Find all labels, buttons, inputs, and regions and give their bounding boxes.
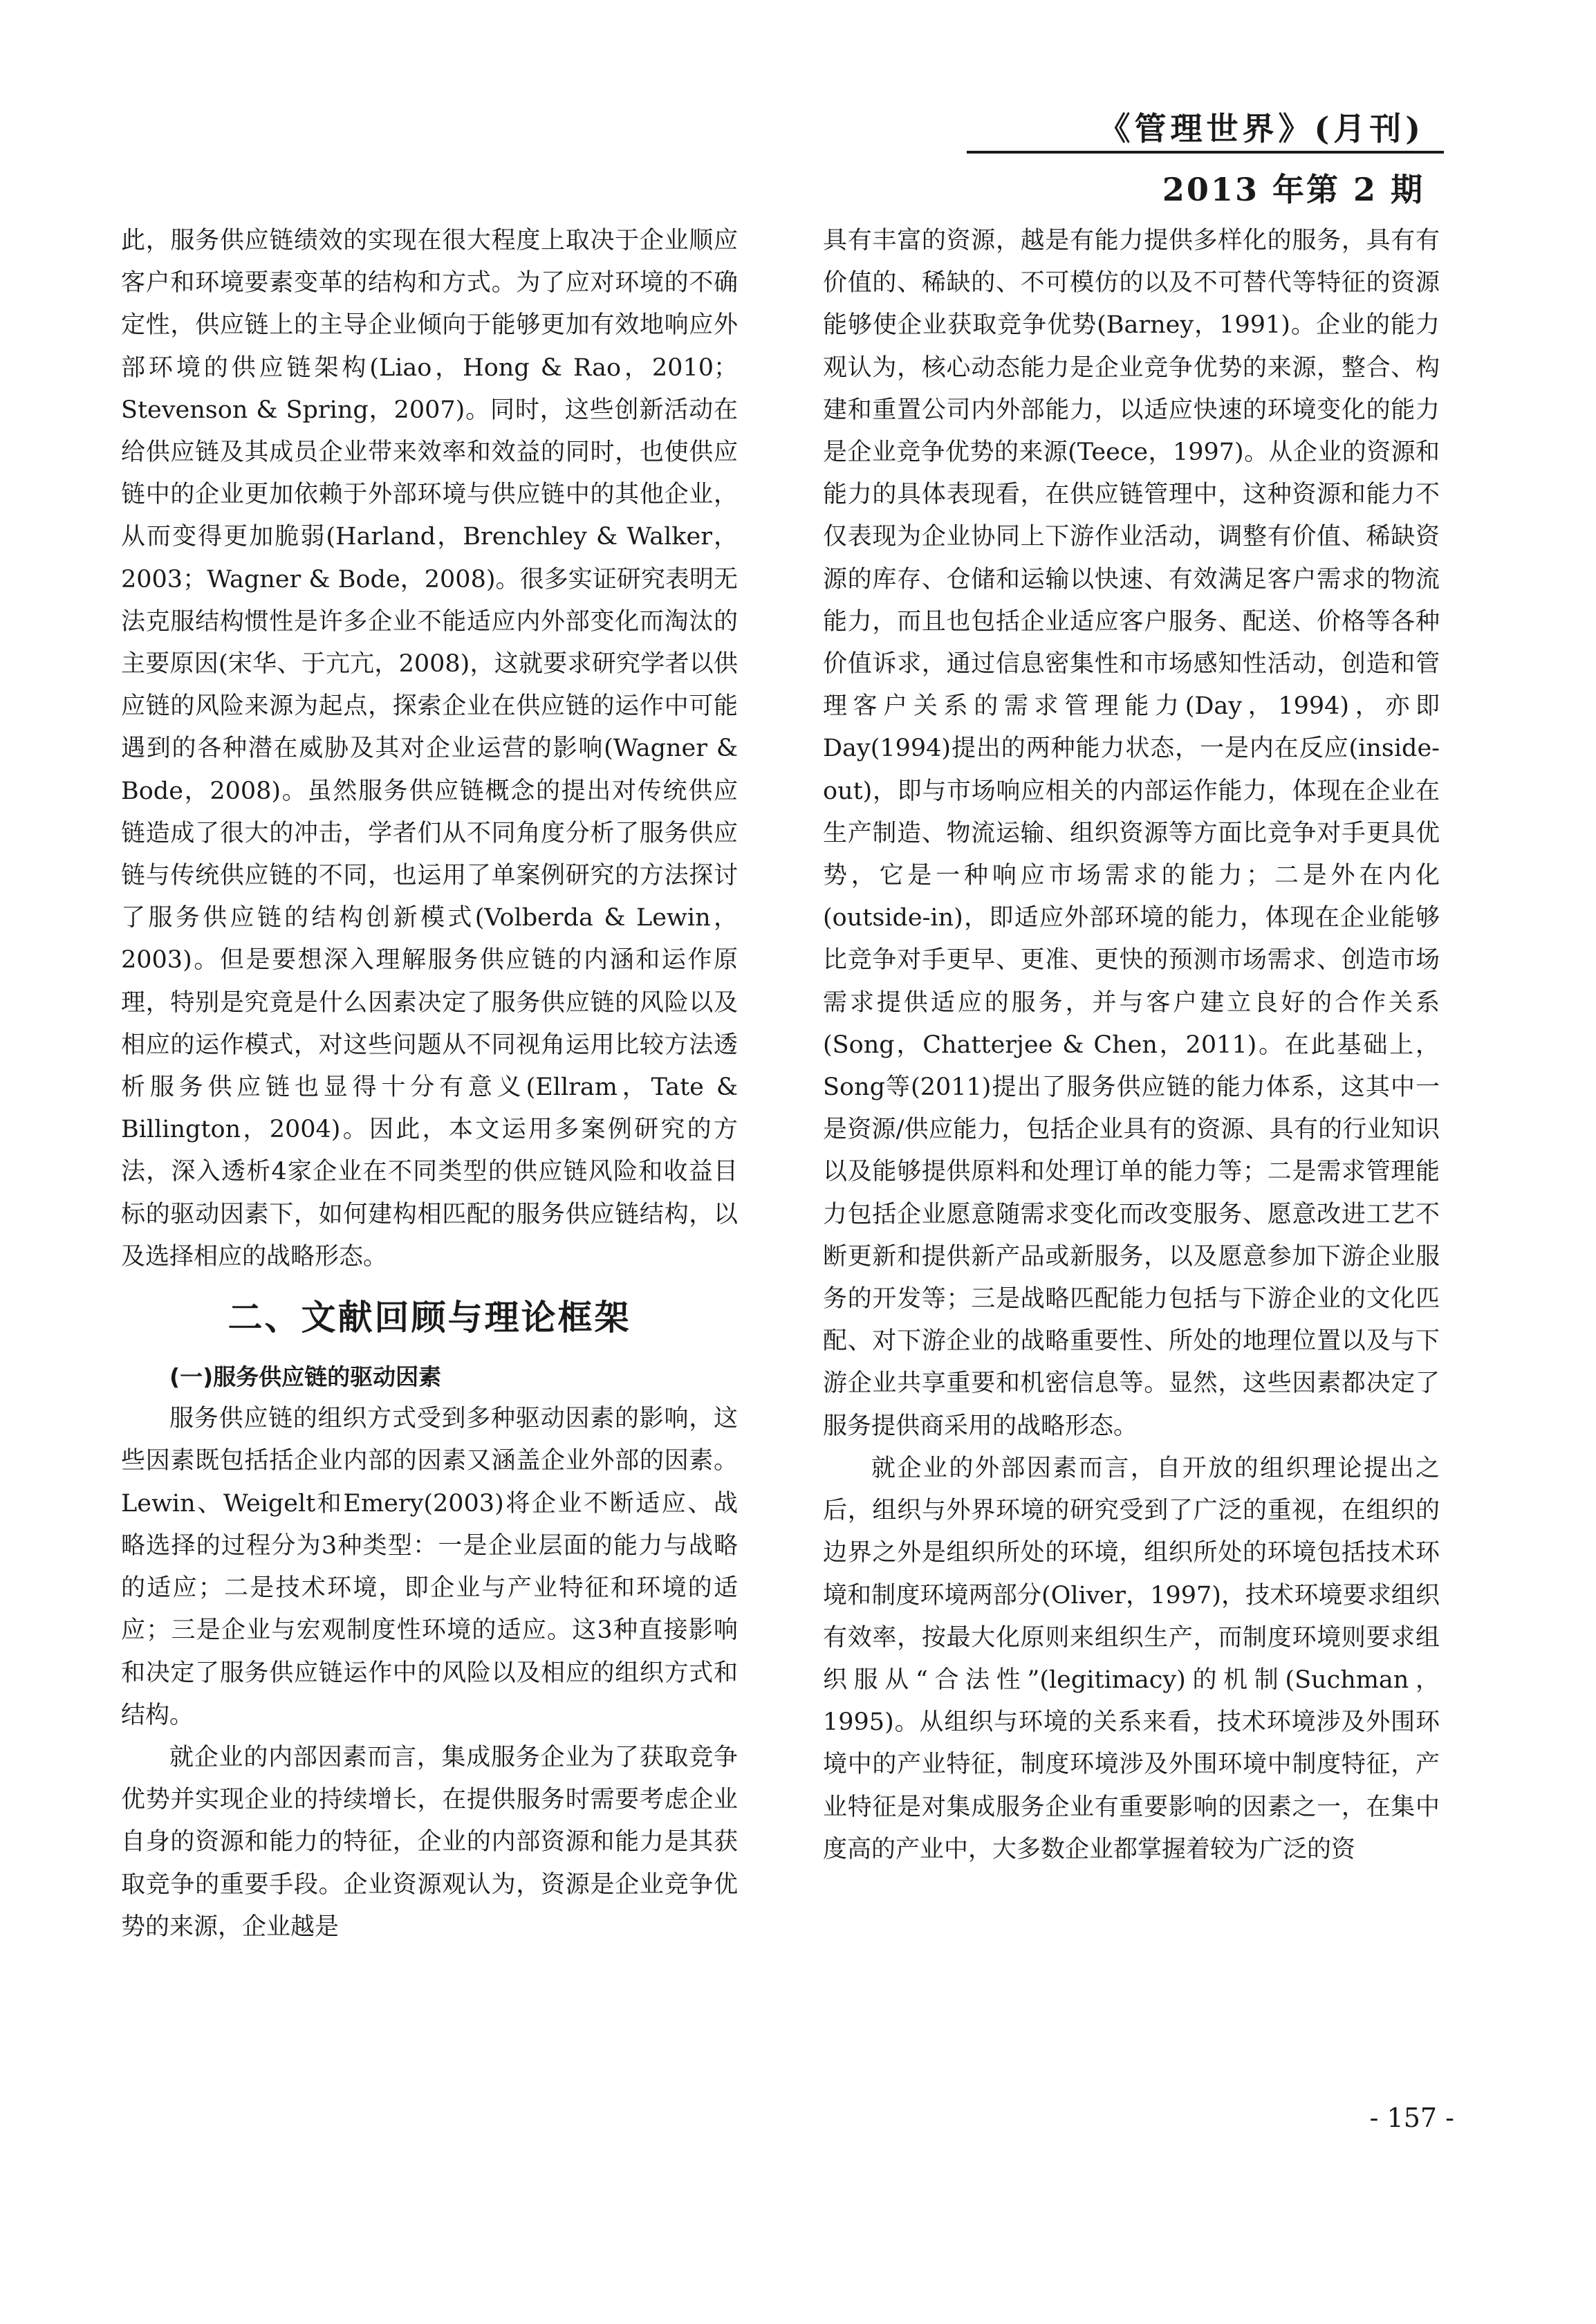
page-number: - 157 - bbox=[1369, 2103, 1454, 2133]
right-paragraph-2: 就企业的外部因素而言，自开放的组织理论提出之后，组织与外界环境的研究受到了广泛的重视，在组织的边界之外是组织所处的环境，组织所处的环境包括技术环境和制度环境两部分(Oliver，1997)，技术环境要求组织有效率，按最大化原则来组织生产，而制度环境则要求组织服从“合法性”(legitimacy)的机制(Suchman，1995)。从组织与环境的关系来看，技术环境涉及外围环境中的产业特征，制度环境涉及外围环境中制度特征，产业特征是对集成服务企业有重要影响的因素之一，在集中度高的产业中，大多数企业都掌握着较为广泛的资 bbox=[823, 1454, 1440, 1863]
left-column bbox=[121, 220, 738, 1948]
subsection-title: (一)服务供应链的驱动因素 bbox=[169, 1363, 442, 1391]
header-rule bbox=[967, 151, 1444, 154]
right-paragraph-1: 具有丰富的资源，越是有能力提供多样化的服务，具有有价值的、稀缺的、不可模仿的以及不可替代等特征的资源能够使企业获取竞争优势(Barney，1991)。企业的能力观认为，核心动态能力是企业竞争优势的来源，整合、构建和重置公司内外部能力，以适应快速的环境变化的能力是企业竞争优势的来源(Teece，1997)。从企业的资源和能力的具体表现看，在供应链管理中，这种资源和能力不仅表现为企业协同上下游作业活动，调整有价值、稀缺资源的库存、仓储和运输以快速、有效满足客户需求的物流能力，而且也包括企业适应客户服务、配送、价格等各种价值诉求，通过信息密集性和市场感知性活动，创造和管理客户关系的需求管理能力(Day，1994)，亦即Day(1994)提出的两种能力状态，一是内在反应(inside-out)，即与市场响应相关的内部运作能力，体现在企业在生产制造、物流运输、组织资源等方面比竞争对手更具优势，它是一种响应市场需求的能力；二是外在内化(outside-in)，即适应外部环境的能力，体现在企业能够比竞争对手更早、更准、更快的预测市场需求、创造市场需求提供适应的服务，并与客户建立良好的合作关系(Song，Chatterjee & Chen，2011)。在此基础上，Song等(2011)提出了服务供应链的能力体系，这其中一是资源/供应能力，包括企业具有的资源、具有的行业知识以及能够提供原料和处理订单的能力等；二是需求管理能力包括企业愿意随需求变化而改变服务、愿意改进工艺不断更新和提供新产品或新服务，以及愿意参加下游企业服务的开发等；三是战略匹配能力包括与下游企业的文化匹配、对下游企业的战略重要性、所处的地理位置以及与下游企业共享重要和机密信息等。显然，这些因素都决定了服务提供商采用的战略形态。 bbox=[823, 227, 1440, 1440]
journal-title: 《管理世界》(月刊) bbox=[1098, 110, 1425, 147]
issue-label: 2013 年第 2 期 bbox=[1162, 171, 1425, 208]
left-paragraph-2: 服务供应链的组织方式受到多种驱动因素的影响，这些因素既包括括企业内部的因素又涵盖企业外部的因素。Lewin、Weigelt和Emery(2003)将企业不断适应、战略选择的过程分为3种类型：一是企业层面的能力与战略的适应；二是技术环境，即企业与产业特征和环境的适应；三是企业与宏观制度性环境的适应。这3种直接影响和决定了服务供应链运作中的风险以及相应的组织方式和结构。 bbox=[121, 1405, 738, 1729]
left-paragraph-1: 此，服务供应链绩效的实现在很大程度上取决于企业顺应客户和环境要素变革的结构和方式。为了应对环境的不确定性，供应链上的主导企业倾向于能够更加有效地响应外部环境的供应链架构(Liao，Hong & Rao，2010；Stevenson & Spring，2007)。同时，这些创新活动在给供应链及其成员企业带来效率和效益的同时，也使供应链中的企业更加依赖于外部环境与供应链中的其他企业，从而变得更加脆弱(Harland，Brenchley & Walker，2003；Wagner & Bode，2008)。很多实证研究表明无法克服结构惯性是许多企业不能适应内外部变化而淘汰的主要原因(宋华、于亢亢，2008)，这就要求研究学者以供应链的风险来源为起点，探索企业在供应链的运作中可能遇到的各种潜在威胁及其对企业运营的影响(Wagner & Bode，2008)。虽然服务供应链概念的提出对传统供应链造成了很大的冲击，学者们从不同角度分析了服务供应链与传统供应链的不同，也运用了单案例研究的方法探讨了服务供应链的结构创新模式(Volberda & Lewin，2003)。但是要想深入理解服务供应链的内涵和运作原理，特别是究竟是什么因素决定了服务供应链的风险以及相应的运作模式，对这些问题从不同视角运用比较方法透析服务供应链也显得十分有意义(Ellram，Tate & Billington，2004)。因此，本文运用多案例研究的方法，深入透析4家企业在不同类型的供应链风险和收益目标的驱动因素下，如何建构相匹配的服务供应链结构，以及选择相应的战略形态。 bbox=[121, 227, 738, 1271]
right-column bbox=[823, 220, 1440, 1871]
section-title: 二、文献回顾与理论框架 bbox=[228, 1298, 631, 1338]
left-paragraph-3: 就企业的内部因素而言，集成服务企业为了获取竞争优势并实现企业的持续增长，在提供服务时需要考虑企业自身的资源和能力的特征，企业的内部资源和能力是其获取竞争的重要手段。企业资源观认为，资源是企业竞争优势的来源，企业越是 bbox=[121, 1743, 738, 1941]
